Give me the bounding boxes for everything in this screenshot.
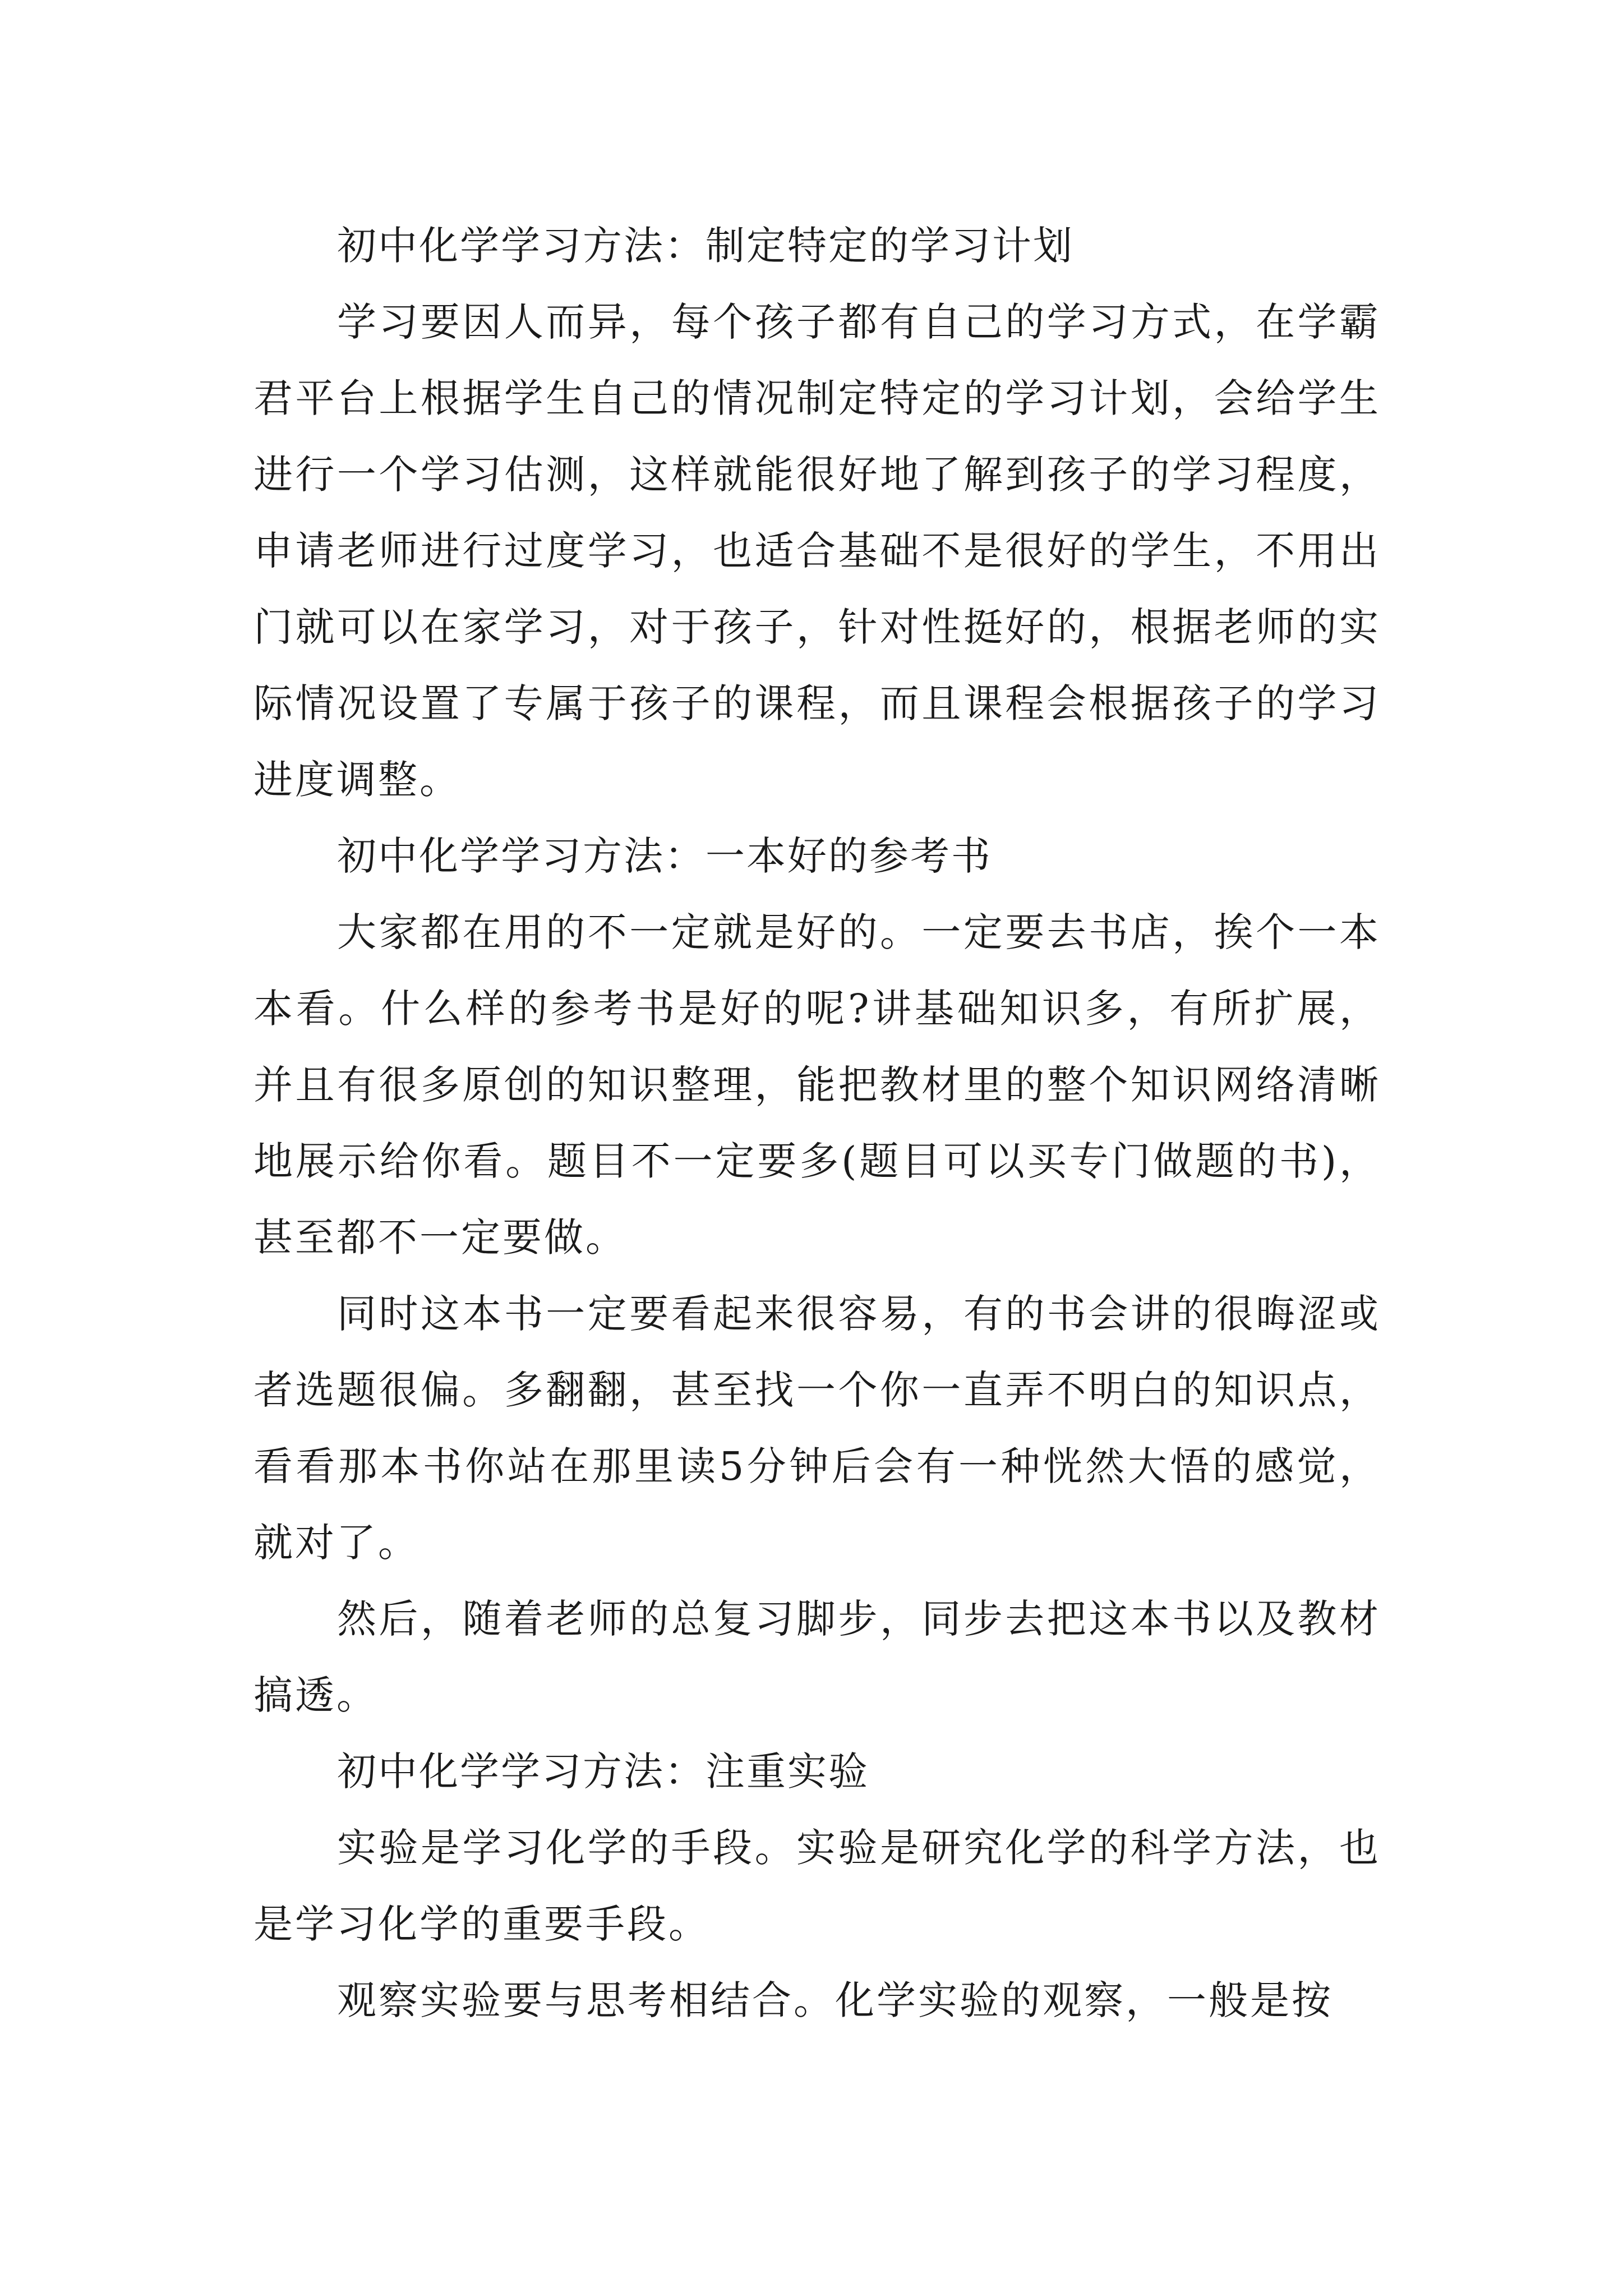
section-heading-reference-book: 初中化学学习方法：一本好的参考书: [337, 833, 992, 879]
paragraph-study-plan: 学习要因人而异，每个孩子都有自己的学习方式，在学霸君平台上根据学生自己的情况制定特定的学习计划，会给学生进行一个学习估测，这样就能很好地了解到孩子的学习程度，申请老师进行过度学习，也适合基础不是很好的学生，不用出门就可以在家学习，对于孩子，针对性挺好的，根据老师的实际情况设置了专属于孩子的课程，而且课程会根据孩子的学习进度调整。: [253, 299, 1381, 803]
paragraph-review-pace: 然后，随着老师的总复习脚步，同步去把这本书以及教材搞透。: [253, 1596, 1381, 1718]
paragraph-observation: 观察实验要与思考相结合。化学实验的观察，一般是按: [337, 1977, 1333, 2023]
section-heading-study-plan: 初中化学学习方法：制定特定的学习计划: [337, 223, 1074, 269]
section-heading-experiments: 初中化学学习方法：注重实验: [337, 1749, 869, 1795]
paragraph-experiment-means: 实验是学习化学的手段。实验是研究化学的科学方法，也是学习化学的重要手段。: [253, 1825, 1381, 1947]
paragraph-reference-book: 大家都在用的不一定就是好的。一定要去书店，挨个一本本看。什么样的参考书是好的呢?讲基础知识多，有所扩展，并且有很多原创的知识整理，能把教材里的整个知识网络清晰地展示给你看。题目不一定要多(题目可以买专门做题的书)，甚至都不一定要做。: [253, 909, 1381, 1260]
document-body: [253, 208, 1381, 2039]
paragraph-easy-book: 同时这本书一定要看起来很容易，有的书会讲的很晦涩或者选题很偏。多翻翻，甚至找一个你一直弄不明白的知识点，看看那本书你站在那里读5分钟后会有一种恍然大悟的感觉，就对了。: [253, 1291, 1381, 1566]
